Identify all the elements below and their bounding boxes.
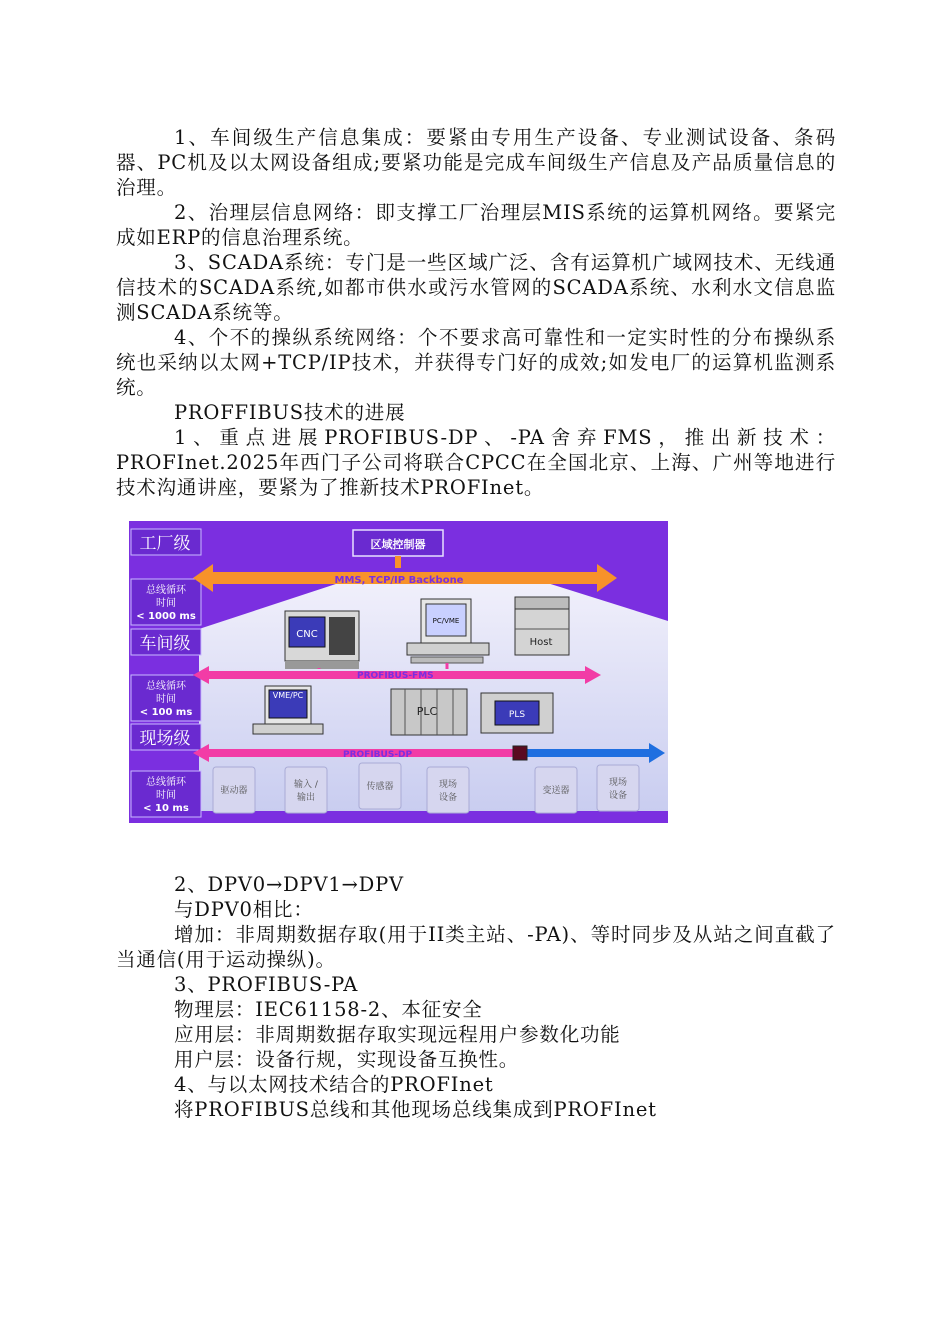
paragraph-control-network: 4、个不的操纵系统网络：个不要求高可靠性和一定实时性的分布操纵系统也采纳以太网+TCP/IP技术，并获得专门好的成效;如发电厂的运算机监测系统。 <box>116 326 836 399</box>
cycle-text-workshop-2: 时间 <box>156 694 176 705</box>
level-label-field: 现场级 <box>139 729 191 749</box>
field-device-field-1-label-2: 设备 <box>438 793 458 803</box>
backbone-label: MMS, TCP/IP Backbone <box>334 575 464 586</box>
level-label-factory: 工厂级 <box>139 534 191 554</box>
fms-label: PROFIBUS-FMS <box>357 671 434 681</box>
field-device-drive <box>213 767 255 813</box>
field-device-transmitter <box>535 767 577 813</box>
level-label-workshop: 车间级 <box>139 634 191 654</box>
application-layer-line: 应用层：非周期数据存取实现远程用户参数化功能 <box>174 1023 621 1046</box>
cycle-text-workshop-3: < 100 ms <box>139 707 193 718</box>
paragraph-profinet: 1、重点进展PROFIBUS-DP、-PA舍弃FMS，推出新技术：PROFInet.2025年西门子公司将联合CPCC在全国北京、上海、广州等地进行技术沟通讲座，要紧为了推新技术PROFInet。 <box>116 426 836 499</box>
cnc-label: CNC <box>296 629 318 640</box>
paragraph-workshop-integration: 1、车间级生产信息集成：要紧由专用生产设备、专业测试设备、条码器、PC机及以太网设备组成;要紧功能是完成车间级生产信息及产品质量信息的治理。 <box>116 126 836 199</box>
compare-dpv0-line: 与DPV0相比： <box>174 898 314 921</box>
paragraph-scada: 3、SCADA系统：专门是一些区域广泛、含有运算机广域网技术、无线通信技术的SCADA系统,如都市供水或污水管网的SCADA系统、水利水文信息监测SCADA系统等。 <box>116 251 836 324</box>
field-device-transmitter-label: 变送器 <box>542 786 570 796</box>
cycle-text-field-3: < 10 ms <box>143 803 189 814</box>
field-device-io <box>285 767 327 813</box>
field-device-io-label-1: 输入 / <box>294 780 318 790</box>
field-device-field-2 <box>597 765 639 811</box>
dpv-evolution-line: 2、DPV0→DPV1→DPV <box>174 873 404 896</box>
vme-pc-label: VME/PC <box>272 691 304 700</box>
controller-connector <box>395 556 401 568</box>
pc-vme-label: PC/VME <box>432 617 460 625</box>
field-device-field-2-label-2: 设备 <box>608 791 628 801</box>
cycle-text-field-1: 总线循环 <box>146 777 186 788</box>
cycle-text-factory-2: 时间 <box>156 598 176 609</box>
plc-label: PLC <box>416 705 438 718</box>
cycle-text-factory-3: < 1000 ms <box>136 611 196 622</box>
profibus-architecture-diagram <box>129 521 668 823</box>
field-device-io-label-2: 输出 <box>296 793 316 803</box>
profibus-pa-heading: 3、PROFIBUS-PA <box>174 973 359 996</box>
field-device-field-1 <box>427 767 469 813</box>
section-heading-profibus: PROFFIBUS技术的进展 <box>174 401 406 424</box>
cycle-text-field-2: 时间 <box>156 790 176 801</box>
profinet-integration-heading: 4、与以太网技术结合的PROFInet <box>174 1073 494 1096</box>
host-label: Host <box>529 637 553 648</box>
paragraph-management-network: 2、治理层信息网络：即支撑工厂治理层MIS系统的运算机网络。要紧完成如ERP的信息治理系统。 <box>116 201 836 249</box>
pls-label: PLS <box>508 710 526 720</box>
field-device-drive-label: 驱动器 <box>220 786 248 796</box>
cycle-text-workshop-1: 总线循环 <box>146 681 186 692</box>
coupler-icon <box>513 746 527 760</box>
field-device-sensor-label: 传感器 <box>366 782 394 792</box>
area-controller-label: 区域控制器 <box>370 538 426 551</box>
dp-label: PROFIBUS-DP <box>343 750 413 760</box>
user-layer-line: 用户层：设备行规，实现设备互换性。 <box>174 1048 520 1071</box>
field-device-field-2-label-1: 现场 <box>608 778 628 788</box>
paragraph-additions: 增加：非周期数据存取(用于II类主站、-PA)、等时同步及从站之间直截了当通信(用于运动操纵)。 <box>116 923 836 971</box>
physical-layer-line: 物理层：IEC61158-2、本征安全 <box>174 998 483 1021</box>
field-device-sensor <box>359 763 401 809</box>
profinet-integration-line: 将PROFIBUS总线和其他现场总线集成到PROFInet <box>174 1098 657 1121</box>
cycle-text-factory-1: 总线循环 <box>146 585 186 596</box>
field-device-field-1-label-1: 现场 <box>438 780 458 790</box>
cnc-device-icon <box>285 611 359 669</box>
